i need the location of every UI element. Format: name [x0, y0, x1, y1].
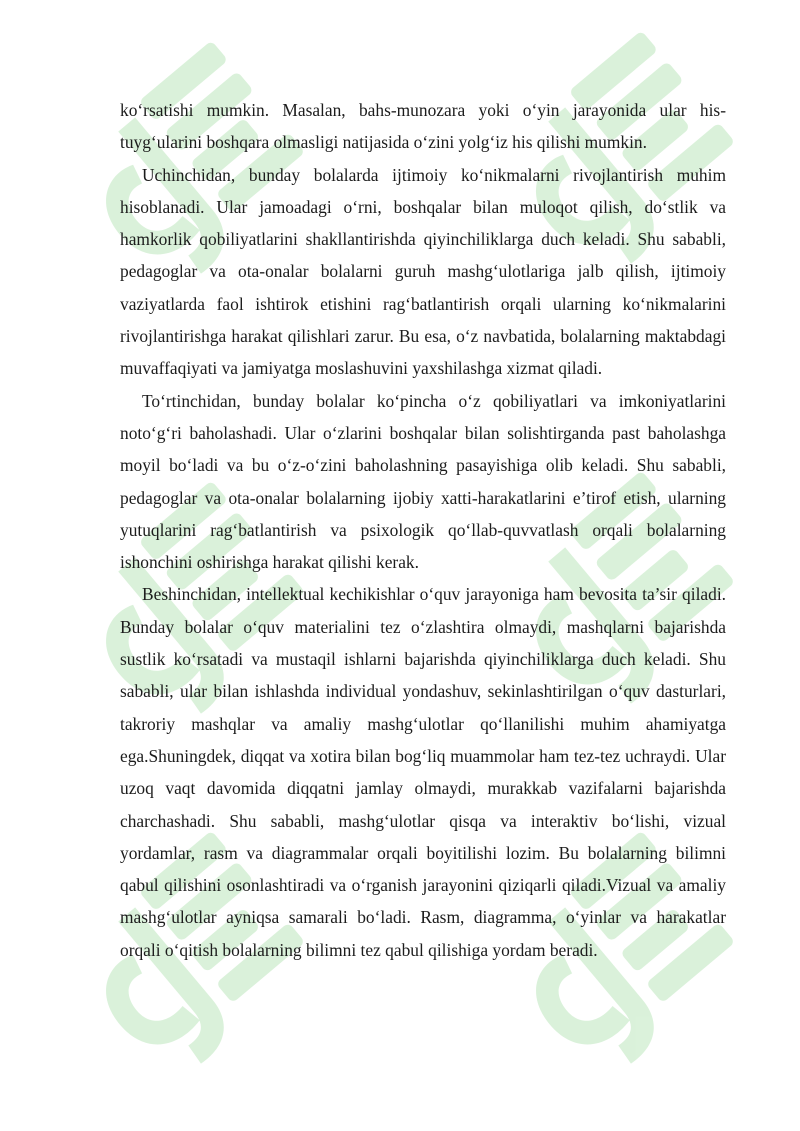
paragraph-beshinchidan: Beshinchidan, intellektual kechikishlar o‘quv jarayoniga ham bevosita ta’sir qiladi. Bunday bolalar o‘quv materialini tez o‘zlashtira olmaydi, mashqlarni bajarishda sustlik ko‘rsatadi va mustaqil ishlarni bajarishda qiyinchiliklarga duch keladi. Shu sababli, ular bilan ishlashda individual yondashuv, sekinlashtirilgan o‘quv dasturlari, takroriy mashqlar va amaliy mashg‘ulotlar qo‘llanilishi muhim ahamiyatga ega.Shuningdek, diqqat va xotira bilan bog‘liq muammolar ham tez-tez uchraydi. Ular uzoq vaqt davomida diqqatni jamlay olmaydi, murakkab vazifalarni bajarishda charchashadi. Shu sababli, mashg‘ulotlar qisqa va interaktiv bo‘lishi, vizual yordamlar, rasm va diagrammalar orqali boyitilishi lozim. Bu bolalarning bilimni qabul qilishini osonlashtiradi va o‘rganish jarayonini qiziqarli qiladi.Vizual va amaliy mashg‘ulotlar ayniqsa samarali bo‘ladi. Rasm, diagramma, o‘yinlar va harakatlar orqali o‘qitish bolalarning bilimni tez qabul qilishiga yordam beradi.: [120, 584, 726, 960]
document-body: [120, 94, 726, 966]
paragraph-continuation: ko‘rsatishi mumkin. Masalan, bahs-munozara yoki o‘yin jarayonida ular his-tuyg‘ularini boshqara olmasligi natijasida o‘zini yolg‘iz his qilishi mumkin.: [120, 100, 726, 153]
paragraph-tortinchidan: To‘rtinchidan, bunday bolalar ko‘pincha o‘z qobiliyatlari va imkoniyatlarini noto‘g‘ri baholashadi. Ular o‘zlarini boshqalar bilan solishtirganda past baholashga moyil bo‘ladi va bu o‘z-o‘zini baholashning pasayishiga olib keladi. Shu sababli, pedagoglar va ota-onalar bolalarning ijobiy xatti-harakatlarini e’tirof etish, ularning yutuqlarini rag‘batlantirish va psixologik qo‘llab-quvvatlash orqali bolalarning ishonchini oshirishga harakat qilishi kerak.: [120, 390, 726, 573]
paragraph-uchinchidan: Uchinchidan, bunday bolalarda ijtimoiy ko‘nikmalarni rivojlantirish muhim hisoblanadi. Ular jamoadagi o‘rni, boshqalar bilan muloqot qilish, do‘stlik va hamkorlik qobiliyatlarini shakllantirishda qiyinchiliklarga duch keladi. Shu sababli, pedagoglar va ota-onalar bolalarni guruh mashg‘ulotlariga jalb qilish, ijtimoiy vaziyatlarda faol ishtirok etishini rag‘batlantirish orqali ularning ko‘nikmalarini rivojlantirishga harakat qilishlari zarur. Bu esa, o‘z navbatida, bolalarning maktabdagi muvaffaqiyati va jamiyatga moslashuvini yaxshilashga xizmat qiladi.: [120, 164, 726, 379]
